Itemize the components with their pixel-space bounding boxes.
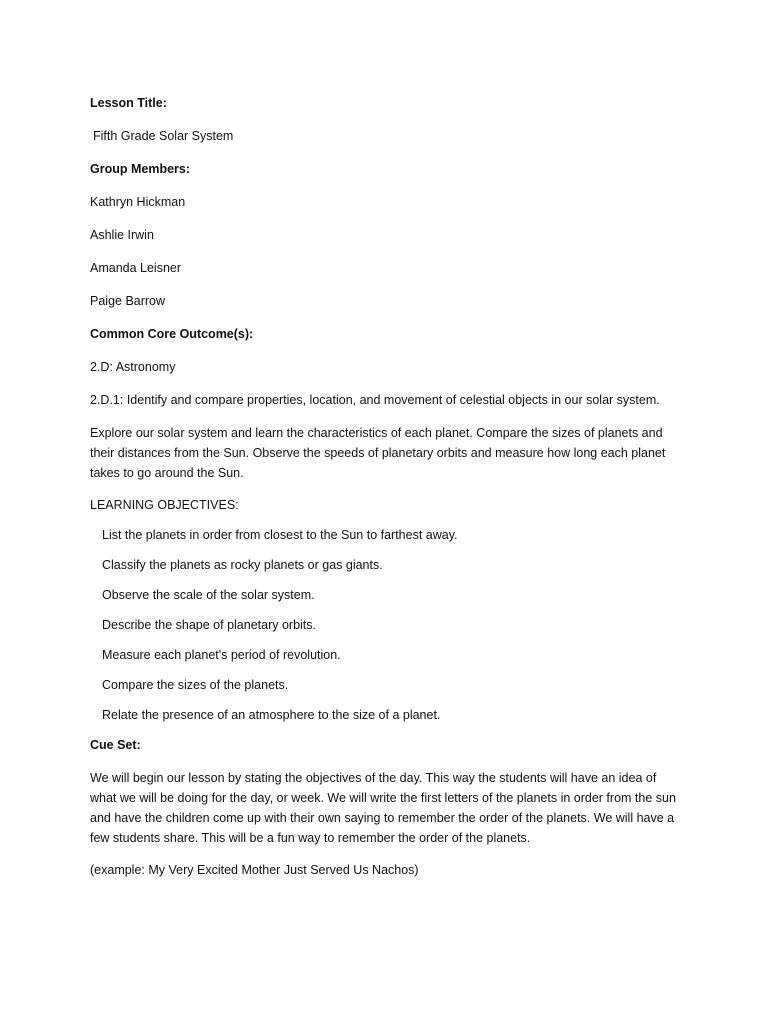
- objective-item: Classify the planets as rocky planets or gas giants.: [102, 558, 383, 572]
- group-member: Amanda Leisner: [90, 261, 182, 275]
- group-member: Kathryn Hickman: [90, 195, 186, 209]
- group-members-label: Group Members:: [90, 162, 191, 176]
- objective-item: List the planets in order from closest to the Sun to farthest away.: [102, 528, 458, 542]
- group-member: Ashlie Irwin: [90, 228, 154, 242]
- lesson-title: Fifth Grade Solar System: [93, 129, 234, 143]
- objective-item: Measure each planet's period of revolution.: [102, 648, 341, 662]
- example-text: (example: My Very Excited Mother Just Served Us Nachos): [90, 863, 419, 877]
- objectives-label: LEARNING OBJECTIVES:: [90, 498, 239, 512]
- outcome-detail: 2.D.1: Identify and compare properties, location, and movement of celestial objects in our solar system.: [90, 393, 660, 407]
- objectives-list: [90, 525, 690, 725]
- objective-item: Relate the presence of an atmosphere to the size of a planet.: [102, 708, 441, 722]
- objective-item: Describe the shape of planetary orbits.: [102, 618, 317, 632]
- intro-paragraph: Explore our solar system and learn the characteristics of each planet. Compare the sizes of planets and their distances from the Sun. Observe the speeds of planetary orbits and measure how long each planet takes to go around the Sun.: [90, 426, 666, 480]
- cue-set-label: Cue Set:: [90, 738, 141, 752]
- outcomes-label: Common Core Outcome(s):: [90, 327, 254, 341]
- outcome-code: 2.D: Astronomy: [90, 360, 176, 374]
- objective-item: Observe the scale of the solar system.: [102, 588, 315, 602]
- group-member: Paige Barrow: [90, 294, 166, 308]
- cue-set-paragraph: We will begin our lesson by stating the objectives of the day. This way the students will have an idea of what we will be doing for the day, or week. We will write the first letters of the planets in order from the sun and have the children come up with their own saying to remember the order of the planets. We will have a few students share. This will be a fun way to remember the order of the planets.: [90, 771, 676, 845]
- document-page: [90, 93, 690, 893]
- objective-item: Compare the sizes of the planets.: [102, 678, 289, 692]
- lesson-title-label: Lesson Title:: [90, 96, 167, 110]
